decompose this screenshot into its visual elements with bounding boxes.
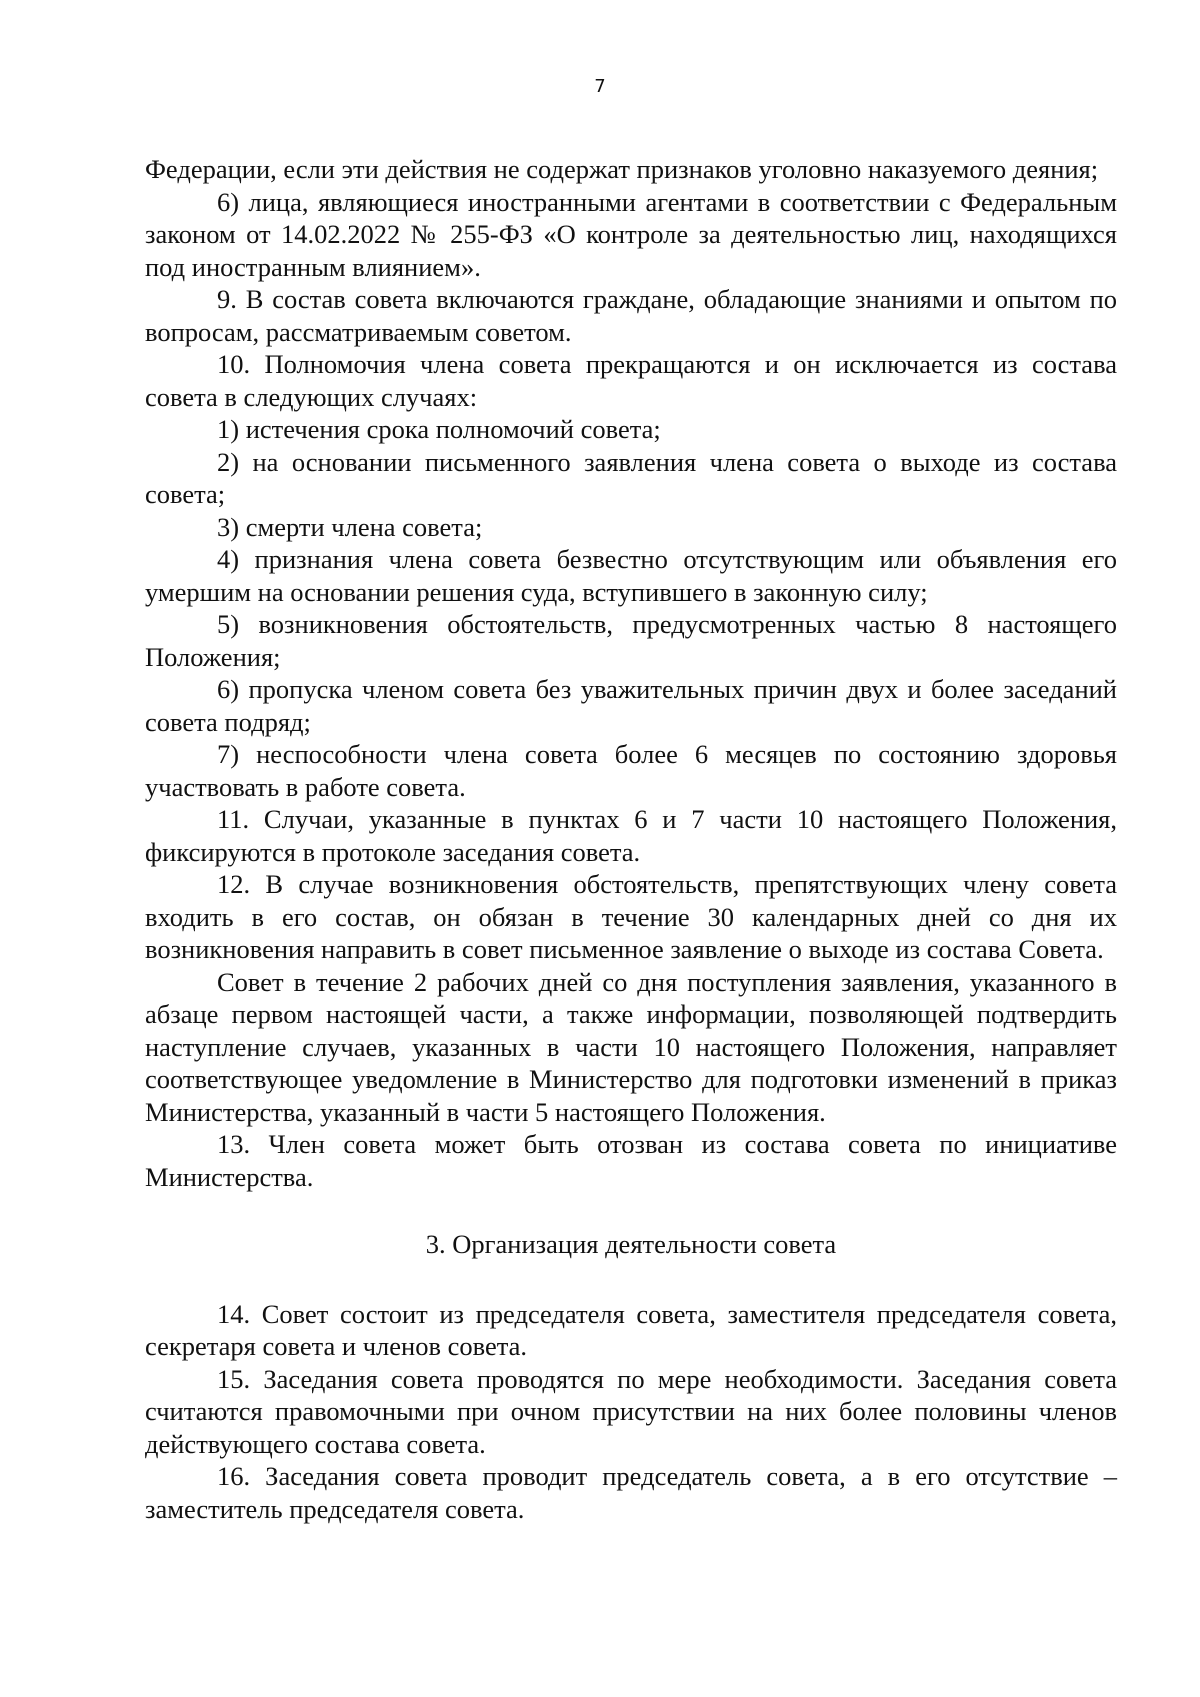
paragraph: 2) на основании письменного заявления члена совета о выходе из состава совета; xyxy=(145,446,1117,509)
paragraph: 9. В состав совета включаются граждане, обладающие знаниями и опытом по вопросам, рассматриваемым советом. xyxy=(145,284,1117,347)
paragraph: 6) лица, являющиеся иностранными агентами в соответствии с Федеральным законом от 14.02.2022 № 255-ФЗ «О контроле за деятельностью лиц, находящихся под иностранным влиянием». xyxy=(145,186,1117,282)
section-heading: 3. Организация деятельности совета xyxy=(425,1229,837,1259)
paragraphs-before-heading xyxy=(145,153,1117,1193)
paragraph: 14. Совет состоит из председателя совета, заместителя председателя совета, секретаря совета и членов совета. xyxy=(145,1298,1117,1361)
paragraph: 15. Заседания совета проводятся по мере необходимости. Заседания совета считаются правомочными при очном присутствии на них более половины членов действующего состава совета. xyxy=(145,1363,1117,1459)
paragraph: 13. Член совета может быть отозван из состава совета по инициативе Министерства. xyxy=(145,1129,1117,1192)
paragraph: 12. В случае возникновения обстоятельств, препятствующих члену совета входить в его состав, он обязан в течение 30 календарных дней со дня их возникновения направить в совет письменное заявление о выходе из состава Совета. xyxy=(145,869,1117,964)
paragraph: 5) возникновения обстоятельств, предусмотренных частью 8 настоящего Положения; xyxy=(145,609,1117,672)
document-body xyxy=(145,153,1117,1525)
paragraphs-after-heading xyxy=(145,1298,1117,1526)
paragraph: 1) истечения срока полномочий совета; xyxy=(217,414,661,444)
paragraph: 16. Заседания совета проводит председатель совета, а в его отсутствие – заместитель председателя совета. xyxy=(145,1461,1117,1524)
page-number: 7 xyxy=(594,76,606,97)
paragraph: Совет в течение 2 рабочих дней со дня поступления заявления, указанного в абзаце первом настоящей части, а также информации, позволяющей подтвердить наступление случаев, указанных в части 10 настоящего Положения, направляет соответствующее уведомление в Министерство для подготовки изменений в приказ Министерства, указанный в части 5 настоящего Положения. xyxy=(145,966,1117,1127)
paragraph: 6) пропуска членом совета без уважительных причин двух и более заседаний совета подряд; xyxy=(145,674,1117,737)
paragraph: 3) смерти члена совета; xyxy=(217,511,483,542)
paragraph: 10. Полномочия члена совета прекращаются и он исключается из состава совета в следующих случаях: xyxy=(145,349,1117,412)
paragraph: 7) неспособности члена совета более 6 месяцев по состоянию здоровья участвовать в работе совета. xyxy=(145,739,1117,802)
paragraph: Федерации, если эти действия не содержат признаков уголовно наказуемого деяния; xyxy=(145,154,1099,184)
paragraph: 4) признания члена совета безвестно отсутствующим или объявления его умершим на основании решения суда, вступившего в законную силу; xyxy=(145,544,1117,607)
paragraph: 11. Случаи, указанные в пунктах 6 и 7 части 10 настоящего Положения, фиксируются в протоколе заседания совета. xyxy=(145,804,1117,867)
